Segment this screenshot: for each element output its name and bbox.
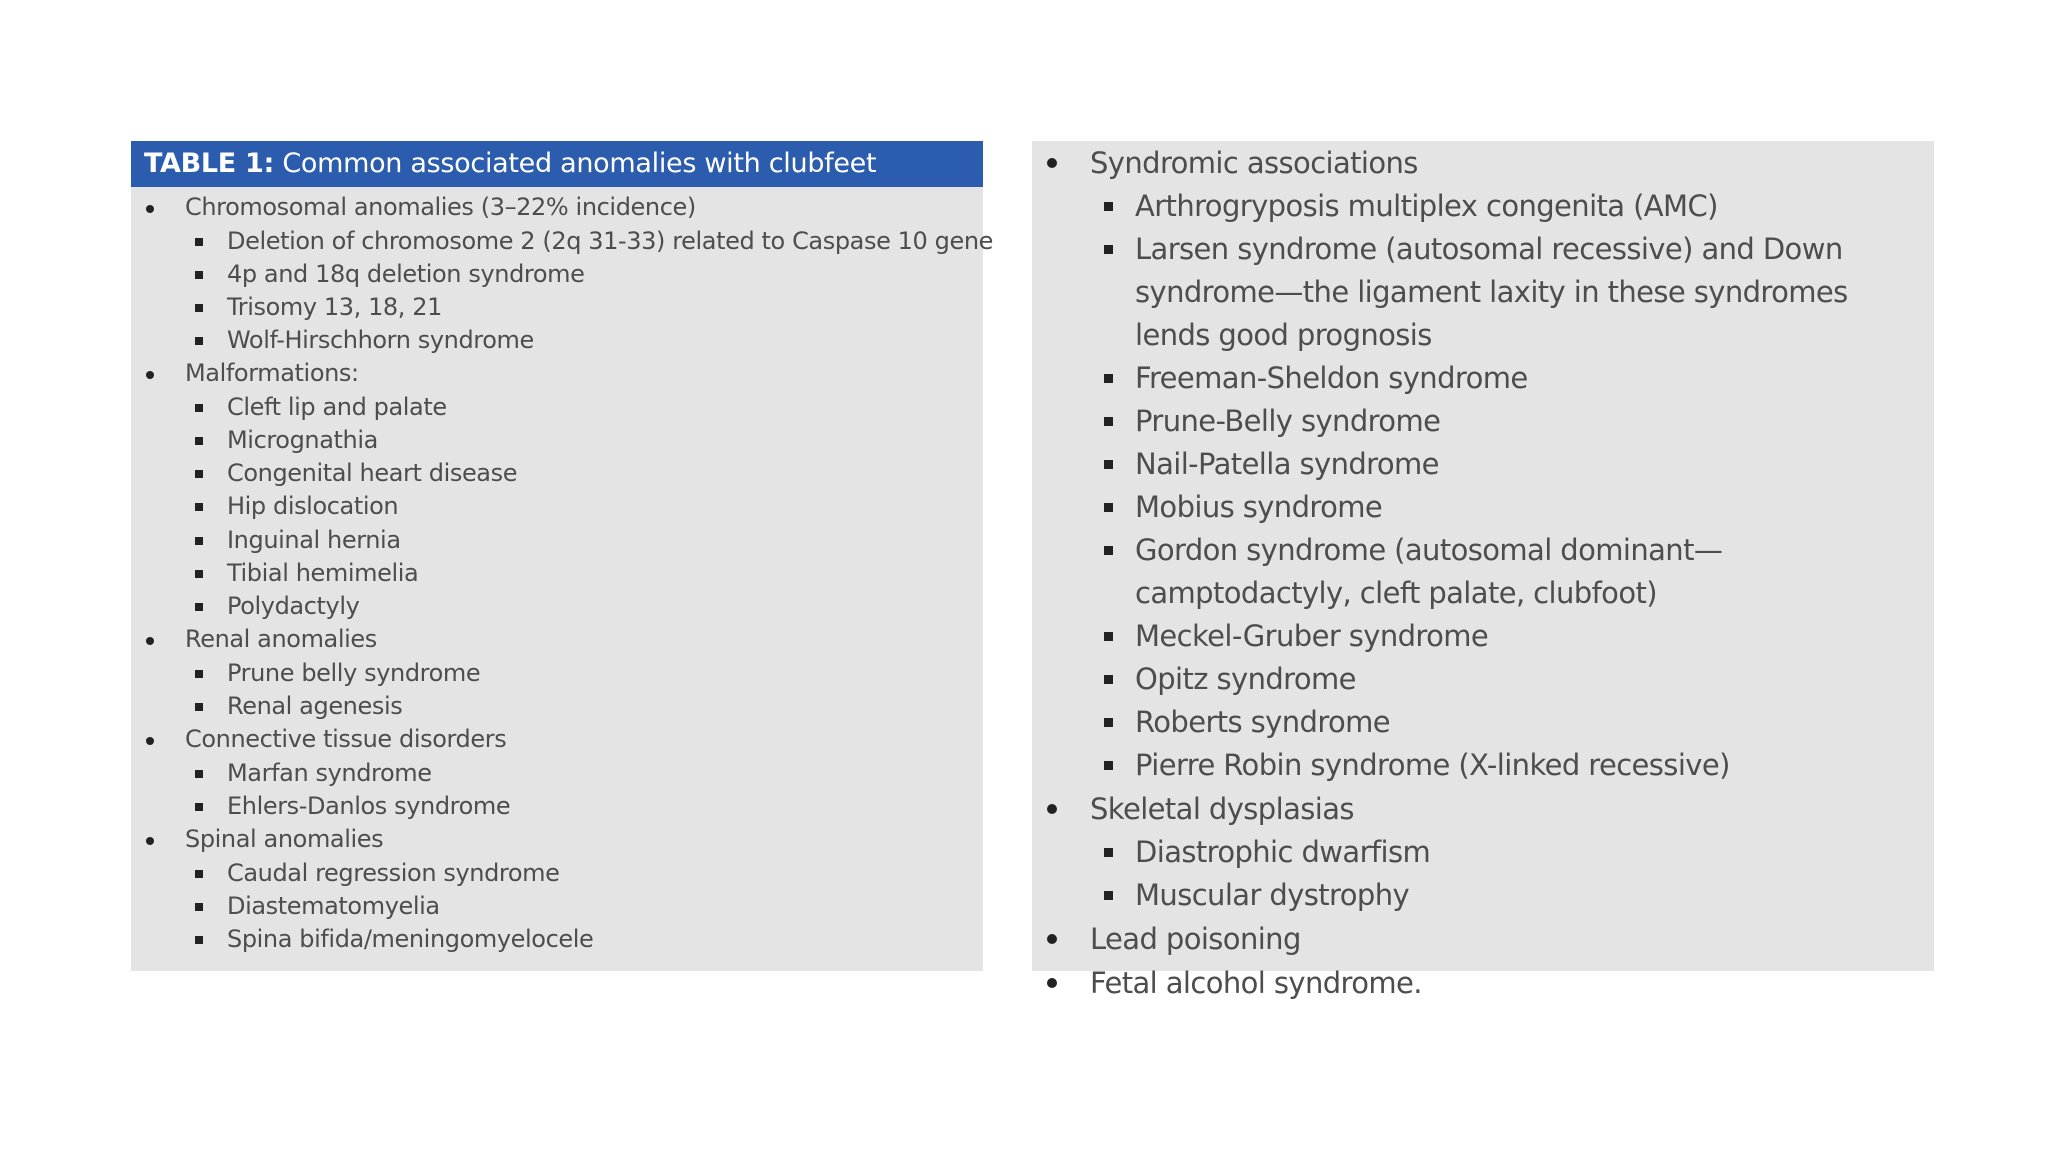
bullet-square-icon [195, 670, 203, 678]
subitem [1090, 831, 1934, 874]
subitem [1090, 744, 1934, 787]
table-right-column [1032, 141, 1934, 1000]
subitem-label: Prune belly syndrome [227, 658, 481, 687]
bullet-dot-icon [1047, 978, 1057, 988]
bullet-square-icon [195, 803, 203, 811]
subitem [1090, 486, 1934, 529]
category-item [131, 723, 983, 823]
bullet-dot-icon [1047, 934, 1057, 944]
category-label: Syndromic associations [1090, 146, 1418, 180]
subitem [185, 890, 983, 923]
anomaly-list-right [1032, 141, 1934, 1005]
subitem-label: Arthrogryposis multiplex congenita (AMC) [1135, 189, 1718, 223]
bullet-square-icon [1104, 891, 1113, 900]
subitem [1090, 228, 1934, 357]
subitem [1090, 658, 1934, 701]
subitem-label: Nail-Patella syndrome [1135, 447, 1439, 481]
subitem-label: Tibial hemimelia [227, 558, 419, 587]
subitem [185, 524, 983, 557]
category-item [131, 357, 983, 623]
subitem [185, 457, 983, 490]
bullet-dot-icon [146, 637, 154, 645]
subitem [185, 424, 983, 457]
subitem [185, 857, 983, 890]
category-item [131, 191, 994, 357]
subitem-label: Cleft lip and palate [227, 392, 447, 421]
subitem-label: Opitz syndrome [1135, 662, 1356, 696]
subitem-list [185, 857, 983, 957]
bullet-square-icon [1104, 417, 1113, 426]
subitem-label: Larsen syndrome (autosomal recessive) and Down syndrome—the ligament laxity in these syndromes lends good prognosis [1135, 232, 1848, 352]
category-label: Lead poisoning [1090, 922, 1301, 956]
table-left-column [131, 141, 994, 971]
subitem-label: Marfan syndrome [227, 758, 432, 787]
bullet-square-icon [1104, 675, 1113, 684]
bullet-square-icon [195, 870, 203, 878]
bullet-dot-icon [146, 205, 154, 213]
subitem [185, 923, 983, 956]
subitem [185, 790, 983, 823]
subitem-list [185, 657, 983, 723]
subitem-label: Prune-Belly syndrome [1135, 404, 1441, 438]
subitem-label: Wolf-Hirschhorn syndrome [227, 326, 534, 355]
bullet-square-icon [195, 703, 203, 711]
subitem [185, 490, 983, 523]
subitem-list [185, 391, 983, 623]
category-label: Fetal alcohol syndrome. [1090, 966, 1422, 1000]
bullet-square-icon [1104, 202, 1113, 211]
subitem-label: Renal agenesis [227, 691, 403, 720]
category-item [1032, 141, 1934, 787]
subitem [185, 657, 983, 690]
category-label: Spinal anomalies [185, 825, 384, 854]
subitem-label: Inguinal hernia [227, 525, 401, 554]
bullet-square-icon [195, 603, 203, 611]
category-item [1032, 917, 1934, 961]
bullet-square-icon [1104, 761, 1113, 770]
subitem [1090, 185, 1934, 228]
subitem [185, 291, 983, 324]
bullet-square-icon [1104, 374, 1113, 383]
category-item [131, 623, 983, 723]
table-caption: Common associated anomalies with clubfeet [274, 148, 877, 179]
table-number: TABLE 1: [144, 148, 275, 179]
subitem [185, 258, 983, 291]
subitem [1090, 615, 1934, 658]
bullet-square-icon [195, 271, 203, 279]
bullet-square-icon [195, 238, 203, 246]
subitem-label: Ehlers-Danlos syndrome [227, 791, 511, 820]
category-item [1032, 787, 1934, 917]
bullet-square-icon [1104, 546, 1113, 555]
subitem-label: Mobius syndrome [1135, 490, 1383, 524]
bullet-square-icon [1104, 503, 1113, 512]
subitem-label: Diastematomyelia [227, 891, 440, 920]
category-label: Chromosomal anomalies (3–22% incidence) [185, 193, 696, 221]
subitem [1090, 400, 1934, 443]
subitem-label: Gordon syndrome (autosomal dominant—camptodactyly, cleft palate, clubfoot) [1135, 533, 1723, 610]
bullet-dot-icon [146, 837, 154, 845]
subitem-label: 4p and 18q deletion syndrome [227, 259, 585, 288]
subitem-list [1090, 185, 1934, 787]
subitem-label: Pierre Robin syndrome (X-linked recessive) [1135, 748, 1730, 782]
bullet-square-icon [195, 936, 203, 944]
anomaly-list-left [131, 187, 994, 956]
subitem [1090, 357, 1934, 400]
subitem-label: Hip dislocation [227, 492, 399, 521]
category-item [1032, 961, 1934, 1005]
bullet-square-icon [195, 470, 203, 478]
subitem-label: Diastrophic dwarfism [1135, 835, 1431, 869]
subitem [185, 391, 983, 424]
subitem-list [185, 757, 983, 823]
bullet-square-icon [195, 337, 203, 345]
subitem-label: Muscular dystrophy [1135, 878, 1410, 912]
subitem [1090, 443, 1934, 486]
bullet-square-icon [195, 570, 203, 578]
subitem-label: Freeman-Sheldon syndrome [1135, 361, 1528, 395]
bullet-square-icon [1104, 245, 1113, 254]
subitem-label: Trisomy 13, 18, 21 [227, 292, 442, 321]
bullet-square-icon [195, 537, 203, 545]
bullet-dot-icon [1047, 804, 1057, 814]
bullet-square-icon [195, 770, 203, 778]
bullet-square-icon [1104, 460, 1113, 469]
bullet-square-icon [195, 503, 203, 511]
subitem [185, 225, 994, 258]
subitem [1090, 701, 1934, 744]
subitem [185, 324, 983, 357]
subitem [185, 757, 983, 790]
subitem-label: Deletion of chromosome 2 (2q 31-33) related to Caspase 10 gene [227, 226, 994, 255]
subitem [1090, 874, 1934, 917]
subitem-label: Micrognathia [227, 426, 378, 455]
subitem [185, 590, 983, 623]
category-label: Renal anomalies [185, 625, 377, 654]
subitem-label: Spina bifida/meningomyelocele [227, 924, 594, 953]
subitem-label: Caudal regression syndrome [227, 858, 560, 887]
table-title [131, 141, 983, 187]
bullet-dot-icon [1047, 158, 1057, 168]
subitem-label: Polydactyly [227, 592, 360, 621]
subitem-list [185, 225, 994, 358]
subitem [185, 557, 983, 590]
bullet-dot-icon [146, 371, 154, 379]
bullet-square-icon [1104, 632, 1113, 641]
bullet-square-icon [1104, 718, 1113, 727]
subitem-label: Meckel-Gruber syndrome [1135, 619, 1489, 653]
subitem-label: Congenital heart disease [227, 459, 518, 488]
bullet-square-icon [195, 437, 203, 445]
category-item [131, 823, 983, 956]
category-label: Skeletal dysplasias [1090, 792, 1354, 826]
bullet-dot-icon [146, 737, 154, 745]
category-label: Malformations: [185, 359, 359, 388]
category-label: Connective tissue disorders [185, 725, 507, 754]
bullet-square-icon [1104, 848, 1113, 857]
bullet-square-icon [195, 903, 203, 911]
subitem [1090, 529, 1934, 615]
subitem-list [1090, 831, 1934, 917]
subitem [185, 690, 983, 723]
bullet-square-icon [195, 304, 203, 312]
subitem-label: Roberts syndrome [1135, 705, 1391, 739]
bullet-square-icon [195, 404, 203, 412]
